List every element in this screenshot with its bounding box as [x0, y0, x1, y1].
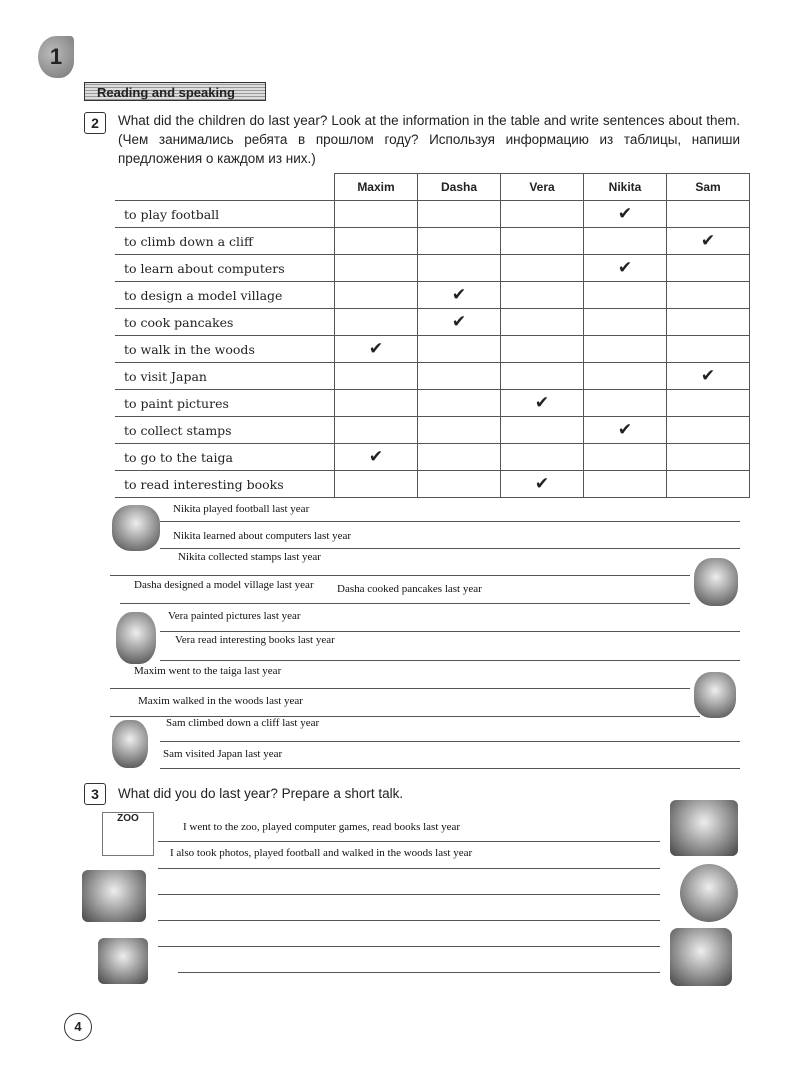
check-cell-sam[interactable]	[667, 309, 750, 336]
check-cell-vera[interactable]	[501, 390, 584, 417]
check-cell-sam[interactable]	[667, 390, 750, 417]
activity-label: to cook pancakes	[115, 309, 335, 336]
column-header-maxim: Maxim	[335, 174, 418, 201]
check-cell-maxim[interactable]	[335, 336, 418, 363]
check-cell-maxim[interactable]	[335, 201, 418, 228]
section-title: Reading and speaking	[84, 82, 266, 101]
check-cell-maxim[interactable]	[335, 363, 418, 390]
check-mark-icon: ✔	[700, 366, 716, 385]
written-answer[interactable]: Sam climbed down a cliff last year	[166, 717, 320, 729]
table-row	[115, 363, 750, 390]
table-row	[115, 282, 750, 309]
sam-portrait	[112, 720, 148, 768]
table-row	[115, 309, 750, 336]
check-cell-nikita[interactable]	[584, 201, 667, 228]
column-header-nikita: Nikita	[584, 174, 667, 201]
check-cell-nikita[interactable]	[584, 417, 667, 444]
table-row	[115, 471, 750, 498]
check-cell-sam[interactable]	[667, 228, 750, 255]
table-row	[115, 228, 750, 255]
check-cell-nikita[interactable]	[584, 282, 667, 309]
writing-line[interactable]	[158, 946, 660, 947]
check-mark-icon: ✔	[617, 420, 633, 439]
vera-portrait	[116, 612, 156, 664]
written-answer[interactable]: Nikita learned about computers last year	[173, 530, 352, 542]
check-cell-vera[interactable]	[501, 282, 584, 309]
check-cell-dasha[interactable]	[418, 309, 501, 336]
activity-label: to climb down a cliff	[115, 228, 335, 255]
writing-line[interactable]	[158, 841, 660, 842]
activity-label: to go to the taiga	[115, 444, 335, 471]
writing-line[interactable]	[160, 741, 740, 742]
dasha-portrait	[694, 558, 738, 606]
writing-line[interactable]	[158, 894, 660, 895]
football-picture	[680, 864, 738, 922]
check-cell-sam[interactable]	[667, 201, 750, 228]
activity-label: to walk in the woods	[115, 336, 335, 363]
check-cell-maxim[interactable]	[335, 417, 418, 444]
written-answer[interactable]: I went to the zoo, played computer games, read books last year	[183, 821, 461, 833]
books-picture	[98, 938, 148, 984]
check-cell-vera[interactable]	[501, 309, 584, 336]
check-cell-sam[interactable]	[667, 363, 750, 390]
table-row	[115, 444, 750, 471]
check-cell-maxim[interactable]	[335, 444, 418, 471]
writing-line[interactable]	[160, 768, 740, 769]
check-cell-vera[interactable]	[501, 417, 584, 444]
zoo-sign-picture: ZOO	[102, 812, 154, 856]
check-cell-vera[interactable]	[501, 228, 584, 255]
page-number: 4	[64, 1013, 92, 1041]
column-header-dasha: Dasha	[418, 174, 501, 201]
check-cell-maxim[interactable]	[335, 228, 418, 255]
maxim-portrait	[694, 672, 736, 718]
check-cell-nikita[interactable]	[584, 363, 667, 390]
check-cell-nikita[interactable]	[584, 309, 667, 336]
writing-line[interactable]	[160, 548, 740, 549]
check-mark-icon: ✔	[700, 231, 716, 250]
nikita-portrait	[112, 505, 160, 551]
check-cell-vera[interactable]	[501, 255, 584, 282]
check-cell-nikita[interactable]	[584, 444, 667, 471]
check-cell-vera[interactable]	[501, 471, 584, 498]
check-cell-nikita[interactable]	[584, 255, 667, 282]
activity-label: to collect stamps	[115, 417, 335, 444]
unit-badge: 1	[38, 36, 74, 78]
check-cell-dasha[interactable]	[418, 390, 501, 417]
check-cell-maxim[interactable]	[335, 255, 418, 282]
check-cell-dasha[interactable]	[418, 336, 501, 363]
written-answer[interactable]: Sam visited Japan last year	[163, 748, 283, 760]
check-cell-sam[interactable]	[667, 282, 750, 309]
table-row	[115, 255, 750, 282]
written-answer[interactable]: I also took photos, played football and walked in the woods last year	[170, 847, 473, 859]
check-cell-dasha[interactable]	[418, 417, 501, 444]
check-mark-icon: ✔	[534, 393, 550, 412]
activity-label: to play football	[115, 201, 335, 228]
check-mark-icon: ✔	[368, 447, 384, 466]
check-cell-maxim[interactable]	[335, 471, 418, 498]
activity-label: to learn about computers	[115, 255, 335, 282]
table-row	[115, 417, 750, 444]
writing-line[interactable]	[120, 603, 690, 604]
activity-label: to design a model village	[115, 282, 335, 309]
table-row	[115, 390, 750, 417]
check-mark-icon: ✔	[617, 258, 633, 277]
check-mark-icon: ✔	[451, 312, 467, 331]
writing-line[interactable]	[160, 660, 740, 661]
written-answer[interactable]: Nikita played football last year	[173, 503, 310, 515]
table-row	[115, 336, 750, 363]
check-cell-dasha[interactable]	[418, 444, 501, 471]
check-mark-icon: ✔	[451, 285, 467, 304]
check-cell-vera[interactable]	[501, 444, 584, 471]
check-cell-sam[interactable]	[667, 336, 750, 363]
check-cell-maxim[interactable]	[335, 309, 418, 336]
written-answer[interactable]: Maxim walked in the woods last year	[138, 695, 303, 707]
cooking-picture	[670, 928, 732, 986]
activity-label: to paint pictures	[115, 390, 335, 417]
check-cell-vera[interactable]	[501, 201, 584, 228]
check-cell-sam[interactable]	[667, 471, 750, 498]
check-cell-nikita[interactable]	[584, 390, 667, 417]
check-cell-sam[interactable]	[667, 417, 750, 444]
activity-label: to visit Japan	[115, 363, 335, 390]
exercise-2-instruction: What did the children do last year? Look at the information in the table and write sentences about them. (Чем занимались ребята в прошлом году? Используя информацию из таблицы, напиши предложения о каждом из них.)	[118, 113, 740, 166]
check-cell-vera[interactable]	[501, 336, 584, 363]
check-cell-maxim[interactable]	[335, 390, 418, 417]
exercise-3-instruction: What did you do last year? Prepare a short talk.	[118, 786, 404, 801]
written-answer[interactable]: Dasha designed a model village last year	[134, 579, 314, 591]
column-header-vera: Vera	[501, 174, 584, 201]
check-cell-dasha[interactable]	[418, 363, 501, 390]
check-cell-nikita[interactable]	[584, 336, 667, 363]
check-cell-nikita[interactable]	[584, 471, 667, 498]
table-row	[115, 201, 750, 228]
check-mark-icon: ✔	[534, 474, 550, 493]
check-cell-maxim[interactable]	[335, 282, 418, 309]
written-answer[interactable]: Vera painted pictures last year	[168, 610, 301, 622]
check-cell-sam[interactable]	[667, 255, 750, 282]
writing-line[interactable]	[160, 631, 740, 632]
writing-line[interactable]	[110, 688, 690, 689]
check-cell-nikita[interactable]	[584, 228, 667, 255]
activities-table	[115, 173, 750, 498]
check-cell-dasha[interactable]	[418, 282, 501, 309]
check-cell-dasha[interactable]	[418, 228, 501, 255]
camera-photos-picture	[670, 800, 738, 856]
written-answer[interactable]: Vera read interesting books last year	[175, 634, 335, 646]
check-mark-icon: ✔	[617, 204, 633, 223]
column-header-sam: Sam	[667, 174, 750, 201]
writing-line[interactable]	[178, 972, 660, 973]
written-answer[interactable]: Maxim went to the taiga last year	[134, 665, 282, 677]
check-cell-dasha[interactable]	[418, 201, 501, 228]
activity-label: to read interesting books	[115, 471, 335, 498]
written-answer[interactable]: Nikita collected stamps last year	[178, 551, 321, 563]
writing-line[interactable]	[158, 920, 660, 921]
check-mark-icon: ✔	[368, 339, 384, 358]
exercise-2-number: 2	[84, 112, 106, 134]
check-cell-vera[interactable]	[501, 363, 584, 390]
table-corner	[115, 174, 335, 201]
exercise-3-number: 3	[84, 783, 106, 805]
computer-picture	[82, 870, 146, 922]
writing-line[interactable]	[110, 575, 690, 576]
check-cell-dasha[interactable]	[418, 255, 501, 282]
check-cell-sam[interactable]	[667, 444, 750, 471]
written-answer[interactable]: Dasha cooked pancakes last year	[337, 583, 482, 595]
writing-line[interactable]	[158, 868, 660, 869]
writing-line[interactable]	[160, 521, 740, 522]
check-cell-dasha[interactable]	[418, 471, 501, 498]
